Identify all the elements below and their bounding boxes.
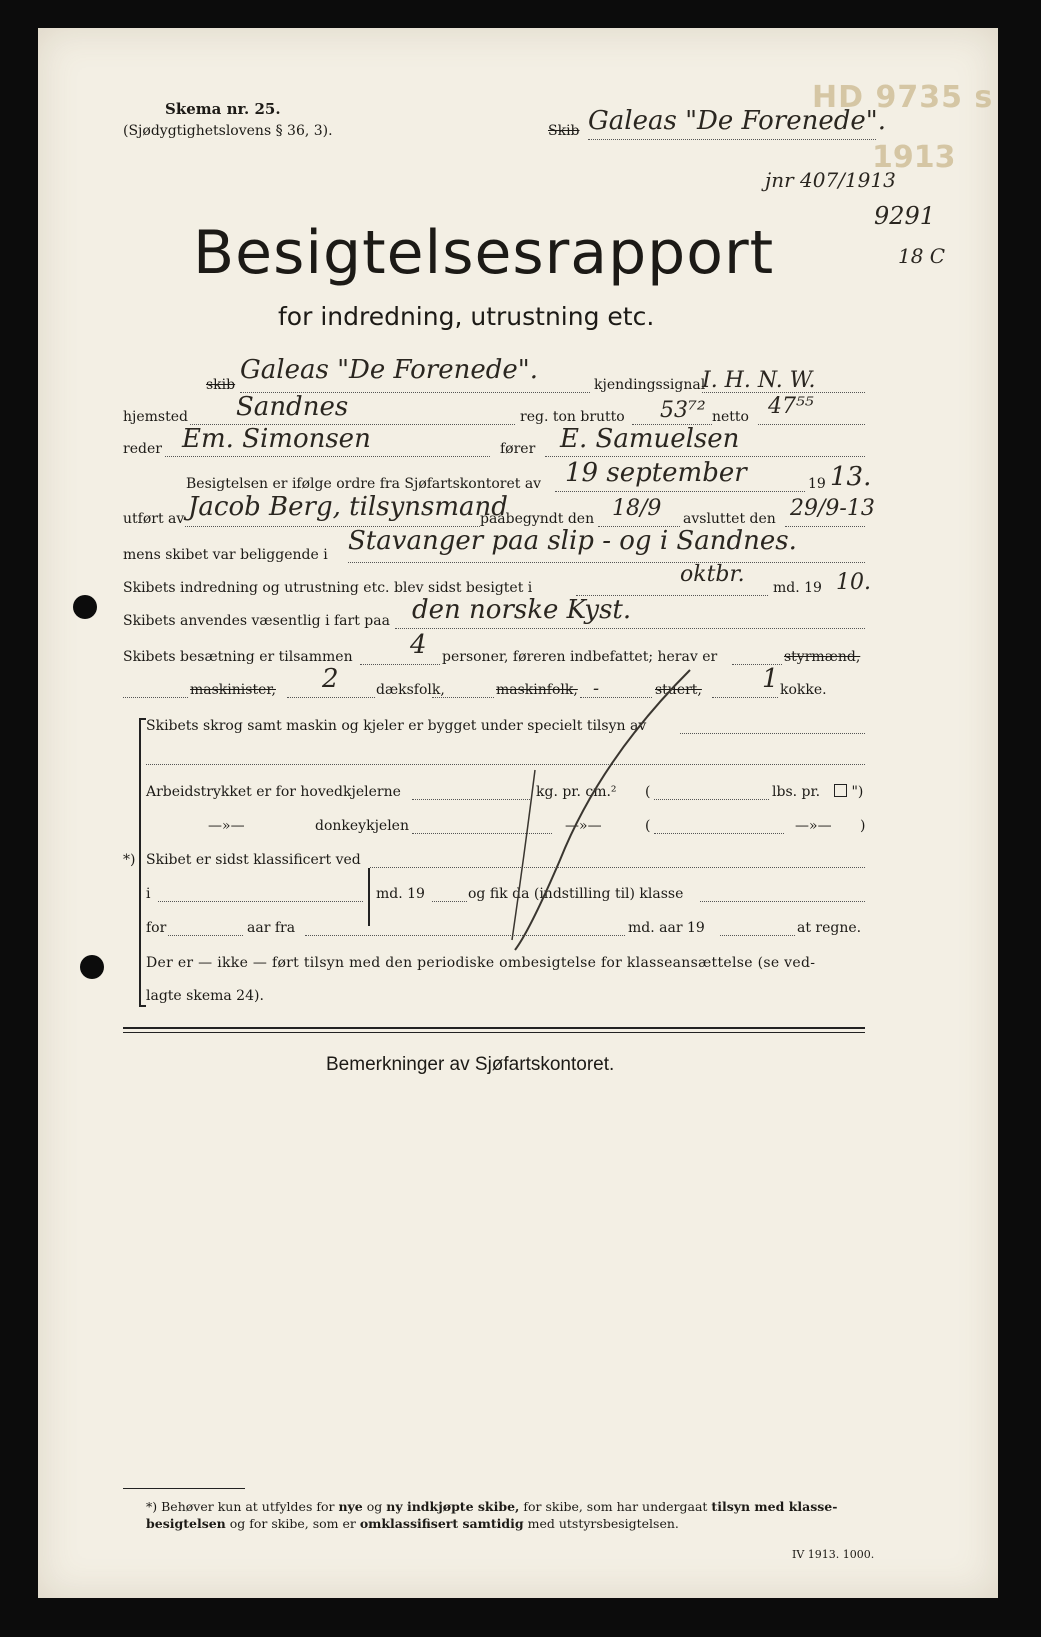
maskinister-label: maskinister, xyxy=(190,682,276,698)
klass-text: Skibet er sidst klassificert ved xyxy=(146,852,361,868)
footnote-t1: Behøver kun at utfyldes for xyxy=(161,1499,335,1514)
netto-label: netto xyxy=(712,409,749,425)
donkey-label: donkeykjelen xyxy=(315,818,409,834)
stuert-label: stuert, xyxy=(655,682,702,698)
kjending-value: I. H. N. W. xyxy=(702,368,816,393)
margin-note: 18 C xyxy=(898,244,946,268)
personer-text: personer, føreren indbefattet; herav er xyxy=(442,649,718,665)
footnote-b3: tilsyn med klasse- xyxy=(711,1499,838,1514)
checkbox-unit: ") xyxy=(834,784,863,800)
year-prefix: 19 xyxy=(808,476,826,492)
fart-value: den norske Kyst. xyxy=(412,595,632,625)
remarks-heading: Bemerkninger av Sjøfartskontoret. xyxy=(326,1054,615,1075)
regton-label: reg. ton brutto xyxy=(520,409,625,425)
journal-number: jnr 407/1913 xyxy=(765,168,896,192)
i-label: i xyxy=(146,886,151,902)
avsluttet-value: 29/9-13 xyxy=(790,496,875,521)
sidst-value: oktbr. xyxy=(680,562,745,587)
open-paren: ( xyxy=(645,784,651,800)
for-label: for xyxy=(146,920,167,936)
section-divider-top xyxy=(123,1027,865,1029)
footnote-text xyxy=(146,1498,866,1532)
archive-stamp: HD 9735 s xyxy=(812,80,994,115)
tilsyn-line-2: lagte skema 24). xyxy=(146,988,264,1004)
footnote-t2: og xyxy=(366,1499,383,1514)
md-value: 10. xyxy=(836,570,871,595)
utfort-label: utført av xyxy=(123,511,185,527)
ordre-date: 19 september xyxy=(565,458,747,488)
daeksfolk-value: 2 xyxy=(322,664,339,694)
skib-value: Galeas "De Forenede". xyxy=(240,355,539,385)
case-number: 9291 xyxy=(874,202,936,230)
kg-label: kg. pr. cm.² xyxy=(536,784,617,800)
hjemsted-value: Sandnes xyxy=(236,392,349,422)
paabegyndt-value: 18/9 xyxy=(612,496,662,521)
avsluttet-label: avsluttet den xyxy=(683,511,776,527)
footnote-star: *) xyxy=(123,852,136,868)
sidst-label: Skibets indredning og utrustning etc. blev sidst besigtet i xyxy=(123,580,533,596)
md-label: md. 19 xyxy=(773,580,822,596)
ditto-right: —»— xyxy=(795,818,832,834)
ditto-mid: —»— xyxy=(565,818,602,834)
document-subtitle: for indredning, utrustning etc. xyxy=(278,302,655,331)
year-value: 13. xyxy=(830,462,872,492)
fart-label: Skibets anvendes væsentlig i fart paa xyxy=(123,613,390,629)
utfort-value: Jacob Berg, tilsynsmand xyxy=(188,492,508,522)
arbeid-text: Arbeidstrykket er for hovedkjelerne xyxy=(146,784,401,800)
footnote-b1: nye xyxy=(338,1499,363,1514)
close-paren-2: ) xyxy=(860,818,866,834)
beliggende-value: Stavanger paa slip - og i Sandnes. xyxy=(348,526,797,556)
reder-value: Em. Simonsen xyxy=(182,424,371,454)
maskinfolk-value: - xyxy=(593,678,600,699)
header-ship-name: Galeas "De Forenede". xyxy=(588,106,887,136)
tilsyn-line-1: Der er — ikke — ført tilsyn med den periodiske ombesigtelse for klasseansættelse (se ved- xyxy=(146,955,816,971)
besaetning-label: Skibets besætning er tilsammen xyxy=(123,649,353,665)
regton-value: 53⁷² xyxy=(660,398,706,423)
forer-label: fører xyxy=(500,441,536,457)
archive-stamp-year: 1913 xyxy=(872,140,956,175)
styrmand-label: styrmænd, xyxy=(784,649,861,665)
netto-value: 47⁵⁵ xyxy=(768,394,814,419)
reder-label: reder xyxy=(123,441,162,457)
schema-label: Skema nr. 25. xyxy=(165,100,281,118)
footnote-b4: besigtelsen xyxy=(146,1516,226,1531)
forer-value: E. Samuelsen xyxy=(560,424,740,454)
aar-fra-label: aar fra xyxy=(247,920,296,936)
kokke-value: 1 xyxy=(762,664,779,694)
document-title: Besigtelsesrapport xyxy=(193,218,775,288)
law-reference: (Sjødygtighetslovens § 36, 3). xyxy=(123,123,333,139)
md19-label: md. 19 xyxy=(376,886,425,902)
footnote-t3: for skibe, som har undergaat xyxy=(523,1499,708,1514)
print-code: IV 1913. 1000. xyxy=(792,1548,875,1561)
footnote-t5: med utstyrsbesigtelsen. xyxy=(527,1516,679,1531)
open-paren-2: ( xyxy=(645,818,651,834)
kjending-label: kjendingssignal xyxy=(594,377,706,393)
footnote-marker: *) xyxy=(146,1499,158,1514)
footnote-b2: ny indkjøpte skibe, xyxy=(386,1499,520,1514)
ditto-left: —»— xyxy=(208,818,245,834)
besaetning-value: 4 xyxy=(410,630,427,660)
footnote-rule xyxy=(123,1488,245,1489)
md-aar-label: md. aar 19 xyxy=(628,920,705,936)
header-skib-label: Skib xyxy=(548,123,580,139)
beliggende-label: mens skibet var beliggende i xyxy=(123,547,328,563)
ordre-text: Besigtelsen er ifølge ordre fra Sjøfartskontoret av xyxy=(186,476,542,492)
kokke-label: kokke. xyxy=(780,682,827,698)
section-divider-bottom xyxy=(123,1032,865,1033)
maskinfolk-label: maskinfolk, xyxy=(496,682,578,698)
fik-text: og fik da (indstilling til) klasse xyxy=(468,886,684,902)
paabegyndt-label: paabegyndt den xyxy=(480,511,595,527)
footnote-b5: omklassifisert samtidig xyxy=(359,1516,524,1531)
skib-label: skib xyxy=(206,377,236,393)
footnote-t4: og for skibe, som er xyxy=(229,1516,356,1531)
skrog-text: Skibets skrog samt maskin og kjeler er bygget under specielt tilsyn av xyxy=(146,718,647,734)
hjemsted-label: hjemsted xyxy=(123,409,188,425)
regne-label: at regne. xyxy=(797,920,862,936)
lbs-label: lbs. pr. xyxy=(772,784,821,800)
daeksfolk-label: dæksfolk, xyxy=(376,682,445,698)
